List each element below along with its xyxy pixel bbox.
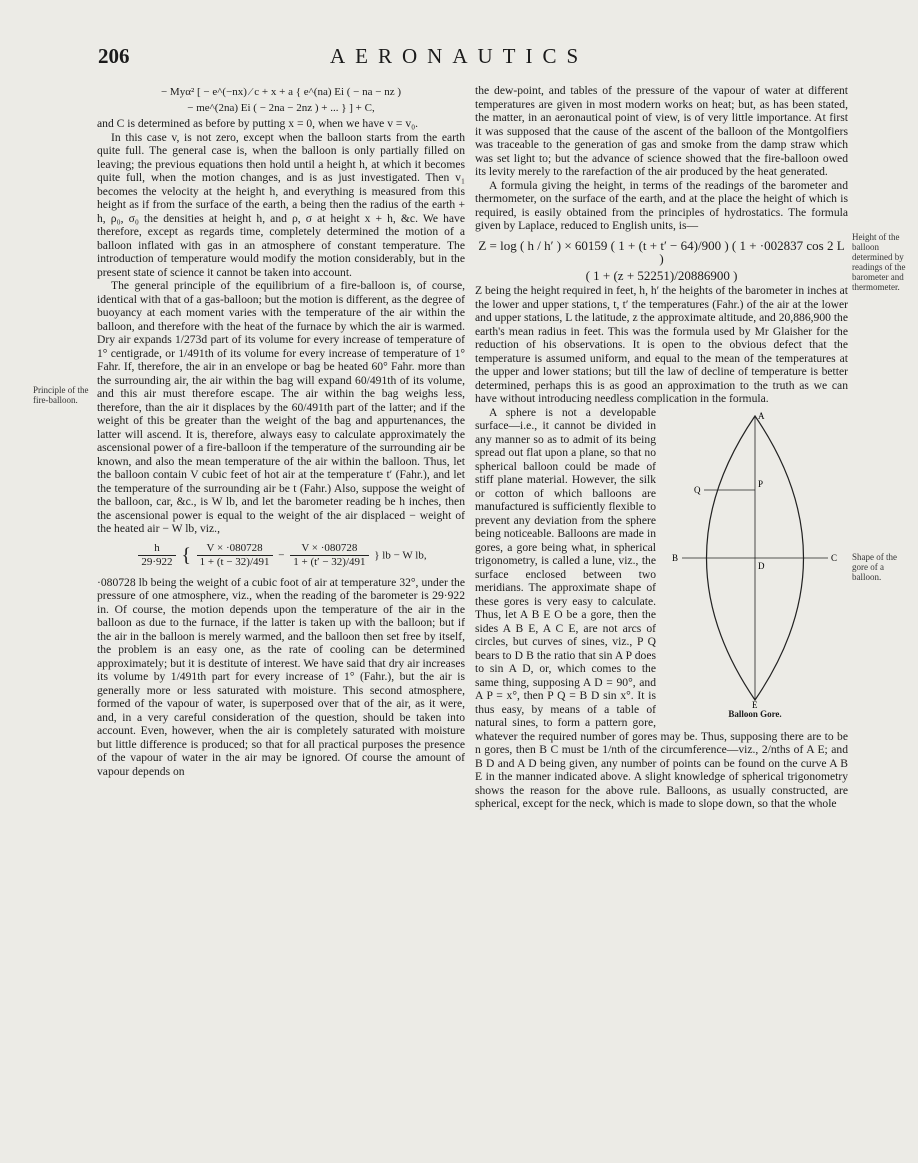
label-b: B [672,552,679,563]
figure-caption: Balloon Gore. [728,708,782,719]
paragraph: A formula giving the height, in terms of the readings of the barometer and thermometer, on the surface of the earth, and at the place the height of which is required, is easily obtained from the principles of hydrostatics. The formula given by Laplace, reduced to English units, is— [475,178,848,232]
equation-2: − me^(2na) Ei ( − 2na − 2nz ) + ... } ] + C, [187,101,375,114]
side-note-fire-balloon: Principle of the fire-balloon. [33,385,89,405]
side-note-gore: Shape of the gore of a balloon. [852,552,897,582]
fraction [290,542,368,570]
label-q: Q [694,484,701,495]
numerator: V × ·080728 [197,542,273,557]
side-note-height: Height of the balloon determined by readings of the barometer and thermometer. [852,232,906,292]
laplace-formula [475,239,848,283]
paragraph: The general principle of the equilibrium of a fire-balloon is, of course, identical with that of a gas-balloon; but the motion is different, as the degree of buoyancy at each moment varies with the temperature of the air within the balloon, and therefore with the heat of the furnace by which the air is warmed. Dry air expands 1/273d part of its volume for every increase of temperature of 1° centigrade, or 1/491th of its volume for every increase of temperature of 1° Fahr. If, therefore, the air in an envelope or bag be heated 60° Fahr. more than the surrounding air, the air within the bag will expand 60/491th of its volume, and this air must therefore escape. The air within the bag weighs less, therefore, than the air it displaces by the 60/491th part of the latter; and if the weight of this be greater than the weight of the bag and appurtenances, the latter will ascend. It is, therefore, always easy to calculate approximately the ascensional power of a fire-balloon if the temperature of the surrounding air be known, and also the mean temperature of the air within the balloon. Thus, let the balloon contain V cubic feet of hot air at the temperature t′ (Fahr.), and let the temperature of the surrounding air be t (Fahr.) Also, suppose the weight of the balloon, car, &c., is W lb, and let the barometer reading be h inches, then the ascensional power is equal to the weight of the air displaced − weight of the heated air − W lb, viz., [97,279,465,535]
laplace-formula-denominator: ( 1 + (z + 52251)/20886900 ) [585,267,738,283]
numerator: h [138,542,175,557]
left-column [97,84,465,778]
fraction [138,542,175,570]
label-c: C [831,552,838,563]
denominator: 1 + (t − 32)/491 [199,556,270,568]
page-header [0,44,918,74]
running-title: AERONAUTICS [330,44,589,68]
equation-tail: } lb − W lb, [374,549,427,562]
numerator: V × ·080728 [290,542,368,557]
paragraph: Z being the height required in feet, h, h′ the heights of the barometer in inches at the lower and upper stations, t, t′ the temperatures (Fahr.) of the air at the lower and upper stations, L the latitude, z the approximate altitude, and 20,886,900 the earth's mean radius in feet. This was the formula used by Mr Glaisher for the reduction of his observations. It is open to the obvious defect that the temperature is assumed uniform, and equal to the mean of the temperatures at the upper and lower stations; but till the law of decline of temperature is better determined, perhaps this is as good an approximation to the truth as we can have without introducing needless complication in the formula. [475,284,848,405]
label-e: E [752,699,758,708]
label-a: A [758,410,765,421]
paragraph: and C is determined as before by putting x = 0, when we have v = v₀. [97,117,419,130]
label-d: D [758,560,765,571]
balloon-gore-figure [662,408,848,726]
right-column [475,84,848,811]
equation-3: $\frac{h}{29\cdot 922}$ { $\frac{V \times \cdot 080728}{1 + (t - 32)/491}$ − $\frac{V \times \cdot 080728}{1 + (t' - 32)/491}$ } lb − W lb, [97,542,465,570]
paragraph: ·080728 lb being the weight of a cubic foot of air at temperature 32°, under the pressure of one atmosphere, viz., when the reading of the barometer is 29·922 in. Of course, the motion depends upon the temperature of the air in the balloon as due to the furnace, if the latter is taken up with the balloon; but if the air in the balloon is merely warmed, and the balloon then set free by itself, the problem is an easy one, as the rate of cooling can be determined approximately; but it is destitute of interest. We have said that dry air increases its volume by 1/491th part for every increase of 1° (Fahr.), but the air is generally more or less saturated with moisture. This second atmosphere, formed of the vapour of water, is superposed over that of the air, as it were, and, in a very careful consideration of the question, should be taken into account. Even, however, when the air is completely saturated with moisture but little difference is produced; so that for all practical purposes the presence of the vapour of water in the air may be ignored. Of course the amount of vapour depends on [97,575,465,778]
fraction [197,542,273,570]
label-p: P [758,478,764,489]
laplace-formula-main: Z = log ( h / h′ ) × 60159 ( 1 + (t + t′ − 64)/900 ) ( 1 + ·002837 cos 2 L ) [478,237,845,266]
equation-1: − Myα² [ − e^(−nx) ⁄ c + x + a { e^(na) Ei ( − na − nz ) [160,86,402,98]
paragraph: the dew-point, and tables of the pressure of the vapour of water at different temperatures are given in most modern works on heat; but, as has been stated, the matter, in an aeronautical point of view, is of very little importance. At first it was supposed that the cause of the ascent of the balloon of the Montgolfiers was traceable to the generation of gas and smoke from the damp straw which was set light to; but the advance of science showed that the fire-balloon owed its levity merely to the rarefaction of the air produced by the heat generated. [475,84,848,178]
page-number: 206 [98,44,130,68]
paragraph: In this case v, is not zero, except when the balloon starts from the earth quite full. The general case is, when the balloon is only partially filled on leaving; the previous equations then hold until a height h, at which it becomes quite full, when the motion changes, and is as just investigated. Then v₁ becomes the velocity at the height h, and everything is measured from this height as if from the surface of the earth, a being then the radius of the earth + h, ρ₀, σ₀ the densities at height h, and ρ, σ at height x + h, &c. We have therefore, except as regards time, completely determined the motion of a balloon inflated with gas in an atmosphere of constant temperature. The introduction of temperature would modify the motion considerably, but in the present state of science it cannot be taken into account. [97,130,465,279]
gore-diagram [662,408,848,708]
paragraph: A sphere is not a developable surface—i.e., it cannot be divided in any manner so as to admit of its being spread out flat upon a plane, so that no spherical balloon could be made of stiff plane material. However, the silk or cotton of which balloons are manufactured is sufficiently flexible to prevent any deviation from the sphere being noticeable. Balloons are made in gores, a gore being what, in spherical trigonometry, is called a lune, viz., the surface enclosed between two meridians. The approximate shape of these gores is very easy to calculate. Thus, let A B E O be a gore, then the sides A B E, A C E, are not arcs of circles, but curves of sines, viz., P Q bears to D B the ratio that sin A P does to sin A D, or, which comes to the same thing, supposing A D = 90°, and A P = x°, then P Q = B D sin x°. It is thus easy, by means of a table of natural sines, to form a pattern gore, whatever the required number of gores may be. Thus, supposing there are to be n gores, then B C must be 1/nth of the circumference—viz., 2/nths of A E; and B D and A D being given, any number of points can be found on the curve A B E in the manner indicated above. A slight knowledge of spherical trigonometry shows the reason for the above rule. Balloons, as usually constructed, are spherical, except for the neck, which is made to slope down, so that the whole [475,405,848,810]
denominator: 29·922 [141,556,173,568]
denominator: 1 + (t′ − 32)/491 [293,556,366,568]
